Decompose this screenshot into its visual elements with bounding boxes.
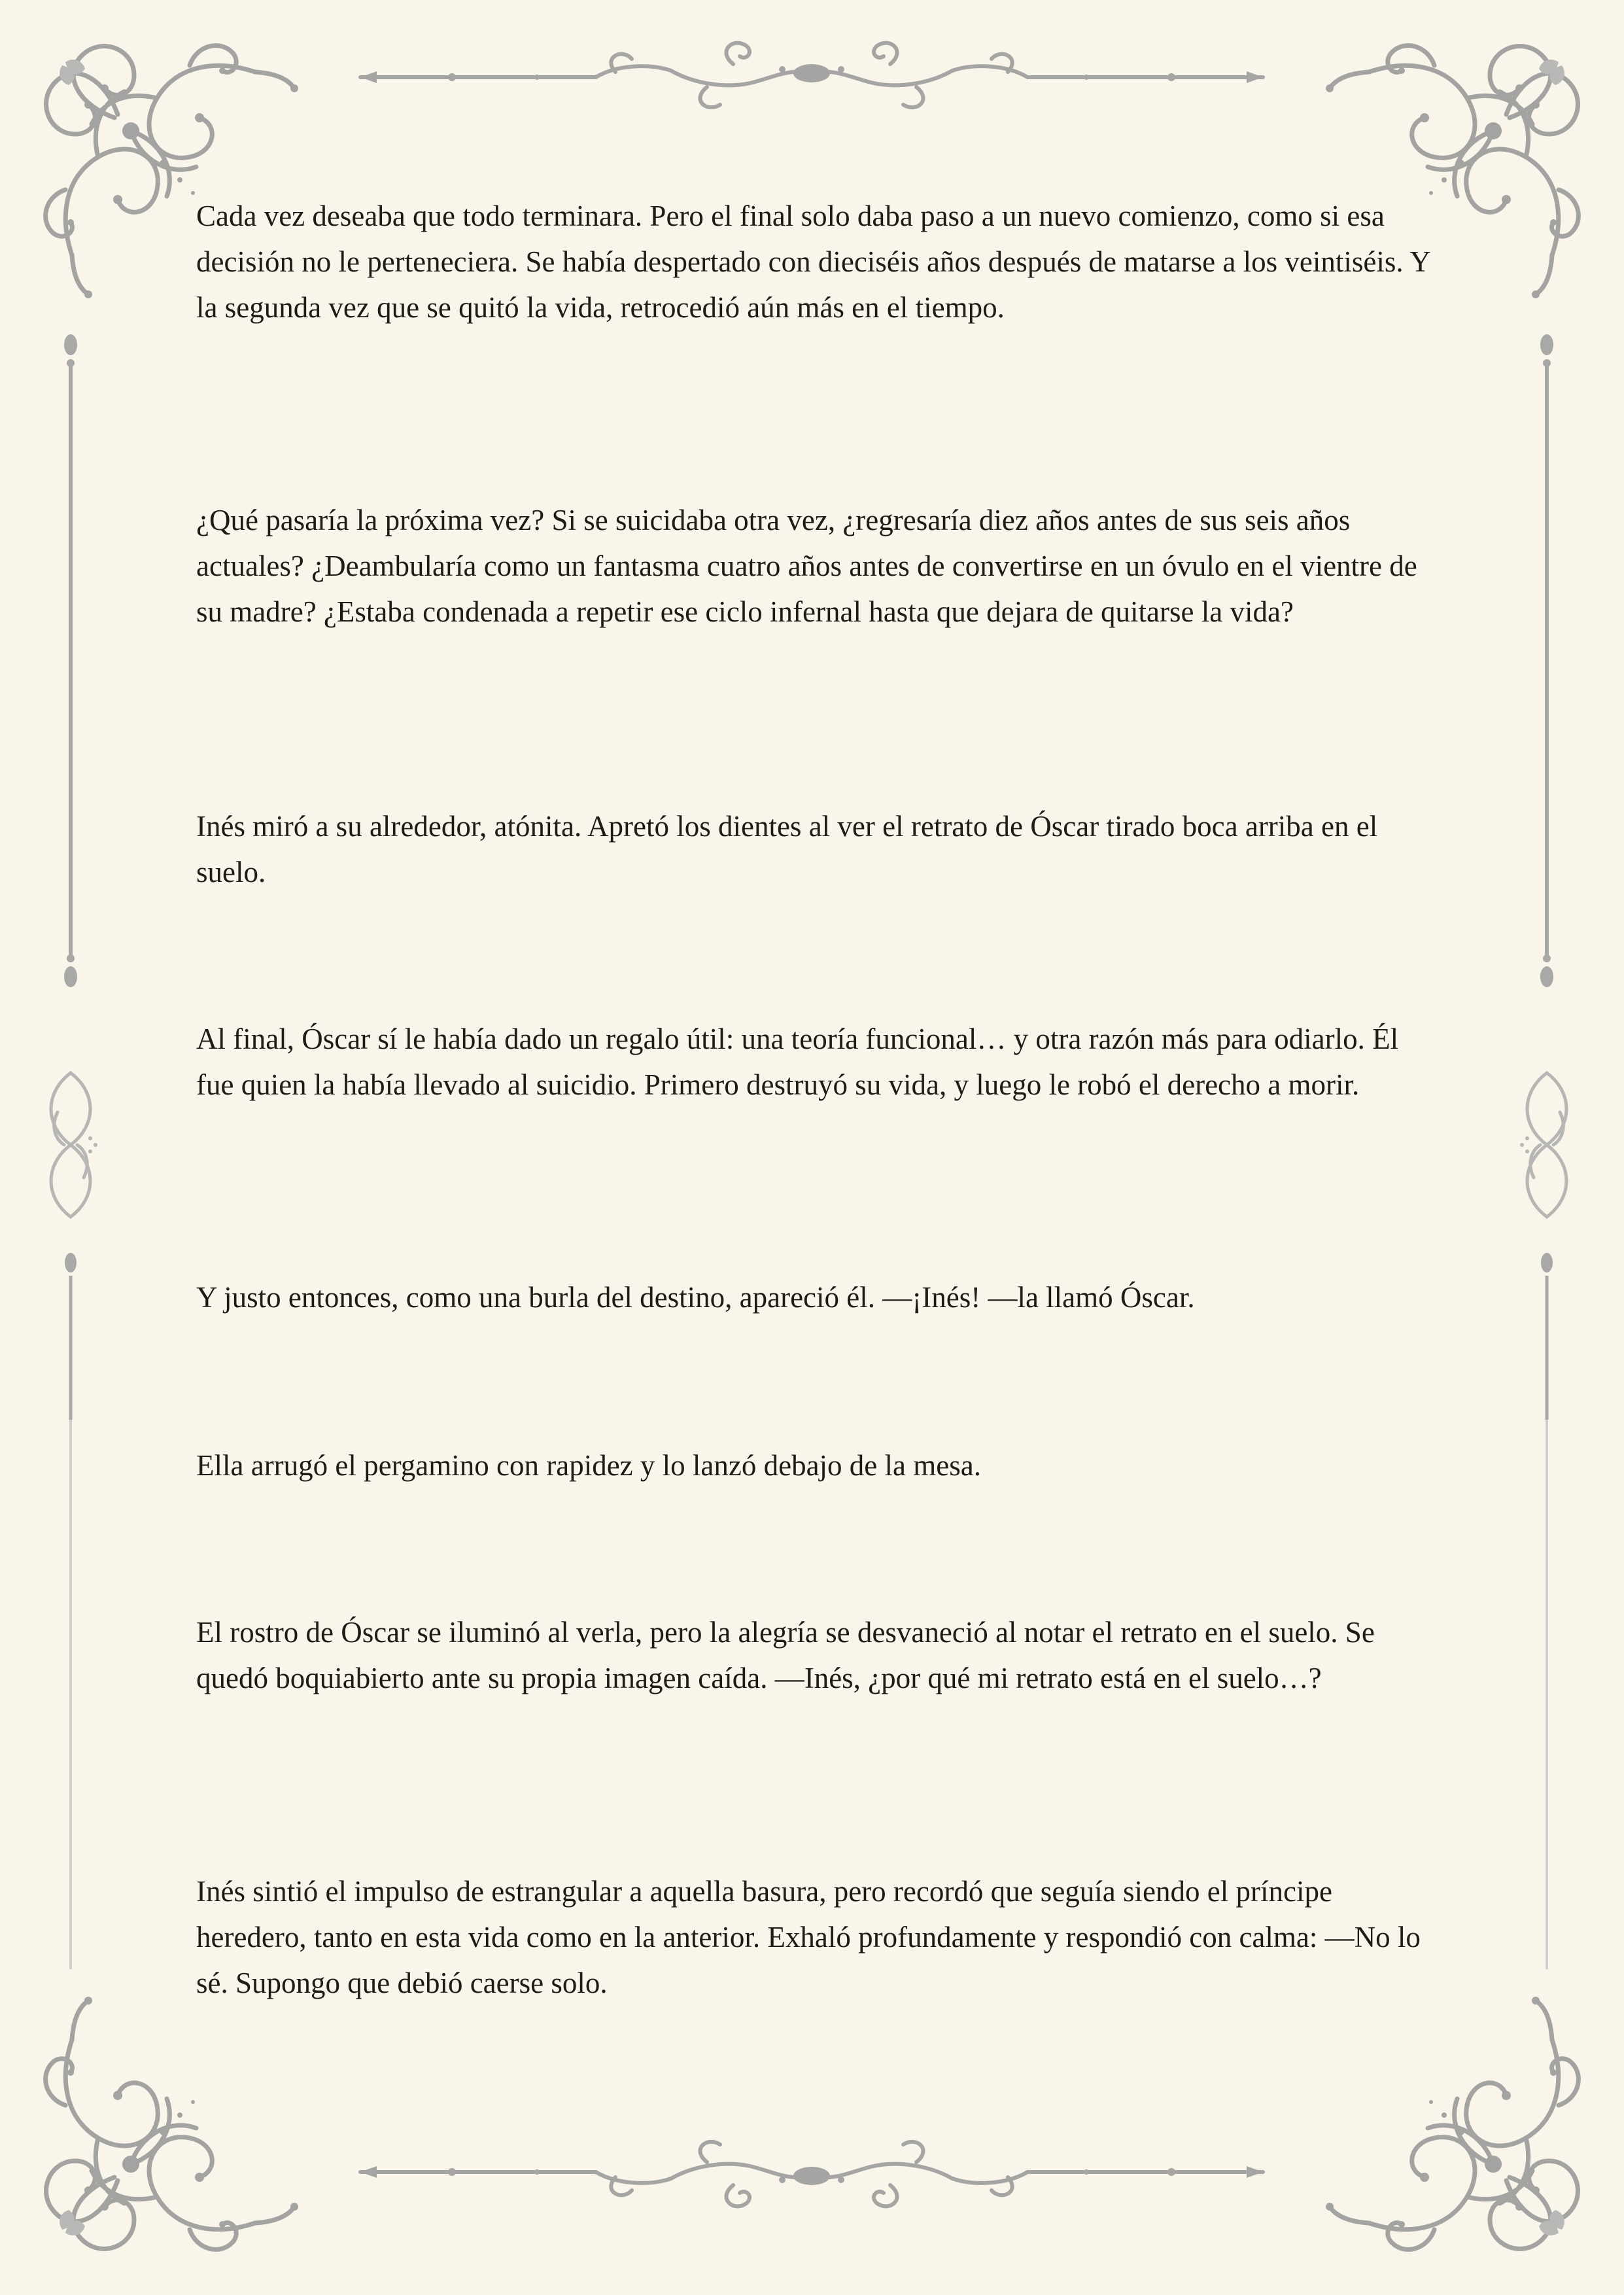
right-long-rod [1541, 1253, 1553, 1969]
top-flourish [360, 43, 1263, 108]
right-knot [1520, 1073, 1566, 1217]
paragraph-7: El rostro de Óscar se iluminó al verla, pero la alegría se desvaneció al notar el retrato en el suelo. Se quedó boquiabierto ante su propia imagen caída. —Inés, ¿por qué mi retrato está en el suelo…? [196, 1616, 1375, 1694]
paragraph-5: Y justo entonces, como una burla del destino, apareció él. —¡Inés! —la llamó Óscar. [196, 1281, 1195, 1314]
paragraph-8: Inés sintió el impulso de estrangular a aquella basura, pero recordó que seguía siendo el príncipe heredero, tanto en esta vida como en la anterior. Exhaló profundamente y respondió con calma: —No lo sé. Supongo que debió caerse solo. [196, 1875, 1421, 1999]
paragraph-3: Inés miró a su alrededor, atónita. Apretó los dientes al ver el retrato de Óscar tirado boca arriba en el suelo. [196, 810, 1378, 888]
paragraph-1: Cada vez deseaba que todo terminara. Pero el final solo daba paso a un nuevo comienzo, como si esa decisión no le perteneciera. Se había despertado con dieciséis años después de matarse a los veintiséis. Y la segunda vez que se quitó la vida, retrocedió aún más en el tiempo. [196, 200, 1430, 324]
corner-ornament-bottom-right [1326, 1997, 1578, 2249]
left-knot [51, 1073, 97, 1217]
paragraph-2: ¿Qué pasaría la próxima vez? Si se suicidaba otra vez, ¿regresaría diez años antes de sus seis años actuales? ¿Deambularía como un fantasma cuatro años antes de convertirse en un óvulo en el vientre de su madre? ¿Estaba condenada a repetir ese ciclo infernal hasta que dejara de quitarse la vida? [196, 504, 1417, 628]
corner-ornament-bottom-left [46, 1997, 298, 2249]
paragraph-6: Ella arrugó el pergamino con rapidez y lo lanzó debajo de la mesa. [196, 1449, 981, 1482]
left-long-rod [65, 1253, 77, 1969]
bottom-flourish [360, 2142, 1263, 2207]
paragraph-4: Al final, Óscar sí le había dado un regalo útil: una teoría funcional… y otra razón más para odiarlo. Él fue quien la había llevado al suicidio. Primero destruyó su vida, y luego le robó el derecho a morir. [196, 1023, 1399, 1101]
right-rod [1540, 334, 1553, 987]
left-rod [64, 334, 77, 987]
